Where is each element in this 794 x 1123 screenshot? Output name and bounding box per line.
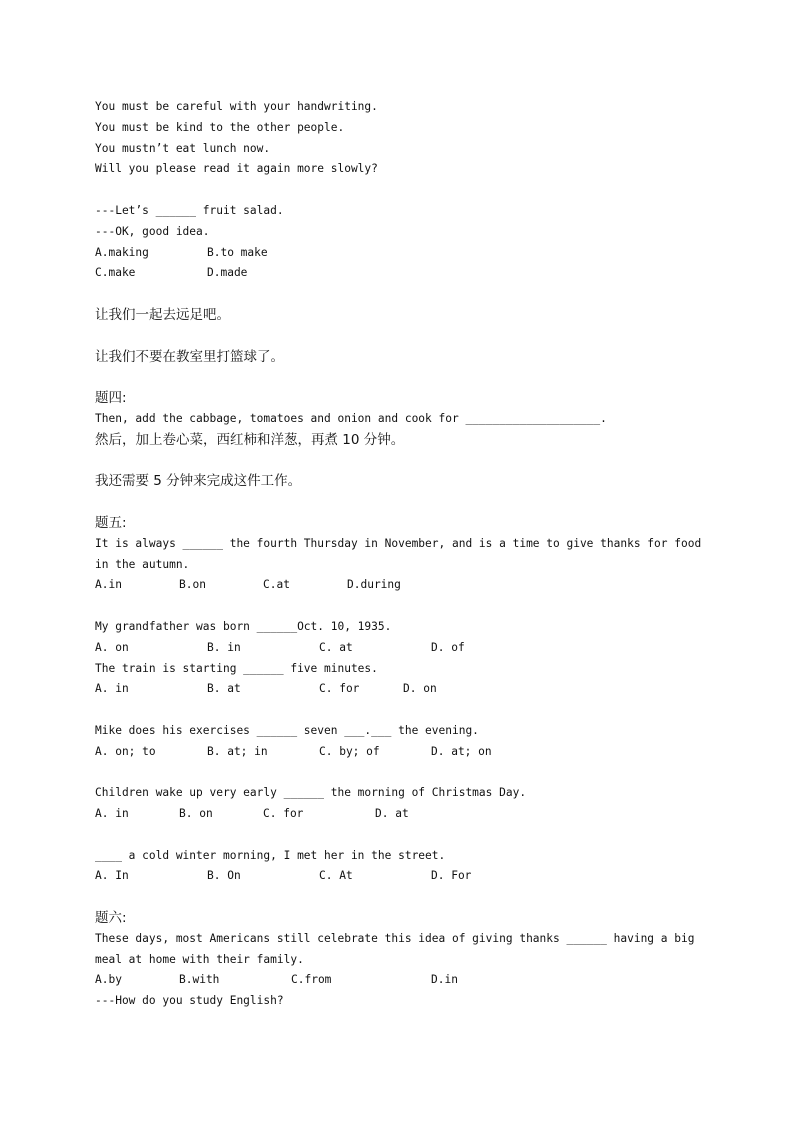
option-a: A.in xyxy=(95,578,122,592)
question-line: My grandfather was born ______Oct. 10, 1935. xyxy=(95,619,392,633)
options-row xyxy=(95,742,715,763)
option-c: C. by; of xyxy=(319,744,380,758)
options-row xyxy=(95,970,715,991)
option-d: D. at xyxy=(375,807,409,821)
document-page xyxy=(95,97,715,1012)
question-line: It is always ______ the fourth Thursday in November, and is a time to give thanks for food in the autumn. xyxy=(95,536,702,571)
option-b: B. On xyxy=(207,869,241,883)
question-line: ____ a cold winter morning, I met her in the street. xyxy=(95,848,446,862)
sentence: You mustn’t eat lunch now. xyxy=(95,141,271,155)
question-line: Mike does his exercises ______ seven ___.___ the evening. xyxy=(95,723,479,737)
option-a: A.making xyxy=(95,245,149,259)
option-b: B.on xyxy=(179,578,206,592)
question-line: These days, most Americans still celebrate this idea of giving thanks ______ having a big meal at home with their family. xyxy=(95,931,695,966)
options-row xyxy=(95,243,715,264)
options-row xyxy=(95,866,715,887)
chinese-sentence: 然后，加上卷心菜，西红柿和洋葱，再煮 10 分钟。 xyxy=(95,431,405,448)
option-a: A. on xyxy=(95,640,129,654)
option-a: A. on; to xyxy=(95,744,156,758)
option-d: D. on xyxy=(403,682,437,696)
option-a: A.by xyxy=(95,973,122,987)
option-c: C. for xyxy=(319,682,360,696)
option-b: B. on xyxy=(179,807,213,821)
chinese-sentence: 我还需要 5 分钟来完成这件工作。 xyxy=(95,473,302,490)
options-row xyxy=(95,638,715,659)
question-line: ---Let’s ______ fruit salad. xyxy=(95,203,284,217)
options-row xyxy=(95,804,715,825)
option-c: C. at xyxy=(319,640,353,654)
option-b: B. in xyxy=(207,640,241,654)
option-a: A. in xyxy=(95,682,129,696)
options-row xyxy=(95,679,715,700)
option-c: C.from xyxy=(291,973,332,987)
sentence: Will you please read it again more slowly? xyxy=(95,162,378,176)
options-row xyxy=(95,575,715,596)
option-b: B.to make xyxy=(207,245,268,259)
option-a: A. in xyxy=(95,807,129,821)
chinese-sentence: 让我们不要在教室里打篮球了。 xyxy=(95,348,284,365)
option-c: C.at xyxy=(263,578,290,592)
option-b: B.with xyxy=(179,973,220,987)
option-d: D.in xyxy=(431,973,458,987)
question-line: ---How do you study English? xyxy=(95,994,284,1008)
section-heading: 题六: xyxy=(95,910,127,927)
options-row xyxy=(95,263,715,284)
option-c: C. for xyxy=(263,807,304,821)
question-line: ---OK, good idea. xyxy=(95,224,210,238)
option-a: A. In xyxy=(95,869,129,883)
question-line: Then, add the cabbage, tomatoes and onion and cook for ____________________. xyxy=(95,411,607,425)
option-c: C.make xyxy=(95,266,136,280)
sentence: You must be kind to the other people. xyxy=(95,120,345,134)
sentence: You must be careful with your handwriting. xyxy=(95,100,378,113)
option-b: B. at xyxy=(207,682,241,696)
question-line: The train is starting ______ five minutes. xyxy=(95,661,378,675)
chinese-sentence: 让我们一起去远足吧。 xyxy=(95,306,230,323)
option-d: D.made xyxy=(207,266,248,280)
option-b: B. at; in xyxy=(207,744,268,758)
option-d: D.during xyxy=(347,578,401,592)
option-d: D. For xyxy=(431,869,472,883)
section-heading: 题五: xyxy=(95,514,127,531)
question-line: Children wake up very early ______ the morning of Christmas Day. xyxy=(95,786,527,800)
section-heading: 题四: xyxy=(95,390,127,407)
option-d: D. of xyxy=(431,640,465,654)
option-d: D. at; on xyxy=(431,744,492,758)
option-c: C. At xyxy=(319,869,353,883)
